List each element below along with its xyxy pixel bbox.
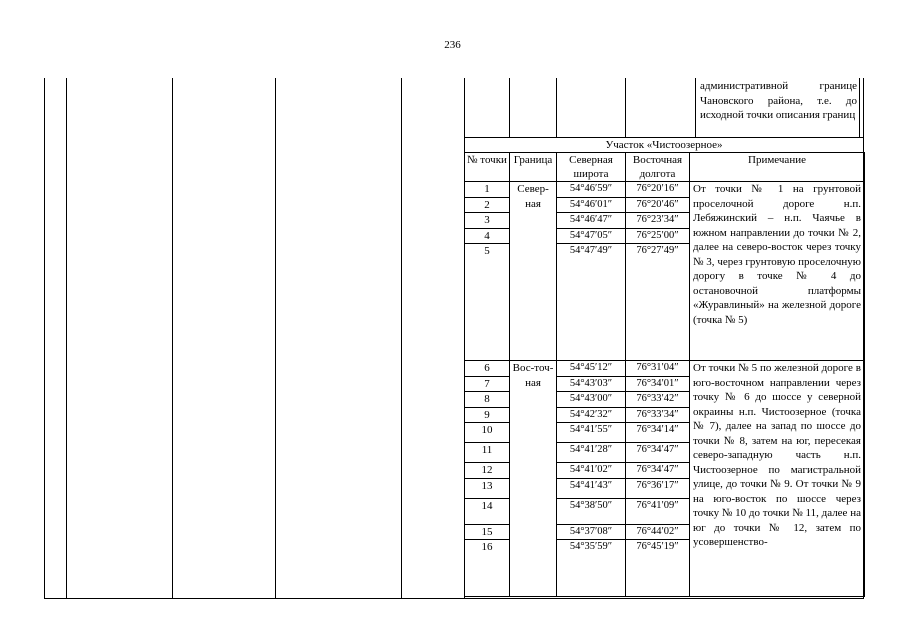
longitude: 76°20′16″ [626,182,690,198]
note-cell: От точки № 1 на грунтовой проселочной дороге н.п. Лебяжинский – н.п. Чаячье в южном направлении до точки № 2, далее на северо-восток через точку № 3, через грунтовую проселочную дорогу в точке № 4 до остановочной платформы «Журавлиный» на железной дороге (точка № 5) [690,182,865,361]
point-number: 11 [465,443,510,463]
point-number: 15 [465,524,510,540]
latitude: 54°46′59″ [557,182,626,198]
point-number: 2 [465,197,510,213]
table-header-row [465,153,865,182]
boundary-points-table [464,152,865,597]
longitude: 76°33′42″ [626,392,690,408]
latitude: 54°41′28″ [557,443,626,463]
longitude: 76°44′02″ [626,524,690,540]
longitude: 76°34′14″ [626,423,690,443]
table-row [465,182,865,198]
latitude: 54°45′12″ [557,361,626,377]
header-note: Примечание [690,153,865,182]
page-number: 236 [444,39,461,51]
table-row [465,361,865,377]
latitude: 54°47′49″ [557,244,626,361]
latitude: 54°43′00″ [557,392,626,408]
column-divider [44,78,45,599]
latitude: 54°38′50″ [557,498,626,524]
column-divider [275,78,276,599]
point-number: 6 [465,361,510,377]
longitude: 76°23′34″ [626,213,690,229]
latitude: 54°42′32″ [557,407,626,423]
point-number: 10 [465,423,510,443]
column-divider [172,78,173,599]
longitude: 76°41′09″ [626,498,690,524]
table-bottom-border [44,598,864,599]
column-divider [509,78,510,137]
point-number: 3 [465,213,510,229]
column-divider [695,78,696,137]
point-number: 12 [465,463,510,479]
latitude: 54°41′55″ [557,423,626,443]
continuation-note: административной границе Чановского района, т.е. до исходной точки описания границ [700,80,857,121]
header-latitude: Северная широта [557,153,626,182]
longitude: 76°34′47″ [626,463,690,479]
header-longitude: Восточная долгота [626,153,690,182]
latitude: 54°35′59″ [557,540,626,597]
longitude: 76°33′34″ [626,407,690,423]
header-point: № точки [465,153,510,182]
longitude: 76°34′01″ [626,376,690,392]
longitude: 76°36′17″ [626,478,690,498]
border-name: Вос-точ-ная [510,361,557,597]
longitude: 76°27′49″ [626,244,690,361]
header-border: Граница [510,153,557,182]
column-divider [401,78,402,599]
point-number: 14 [465,498,510,524]
longitude: 76°34′47″ [626,443,690,463]
latitude: 54°41′43″ [557,478,626,498]
point-number: 13 [465,478,510,498]
border-name: Север-ная [510,182,557,361]
latitude: 54°46′01″ [557,197,626,213]
column-divider [625,78,626,137]
latitude: 54°47′05″ [557,228,626,244]
latitude: 54°46′47″ [557,213,626,229]
longitude: 76°31′04″ [626,361,690,377]
point-number: 4 [465,228,510,244]
latitude: 54°43′03″ [557,376,626,392]
latitude: 54°37′08″ [557,524,626,540]
point-number: 1 [465,182,510,198]
point-number: 8 [465,392,510,408]
point-number: 9 [465,407,510,423]
point-number: 16 [465,540,510,597]
column-divider [556,78,557,137]
section-title: Участок «Чистоозерное» [605,139,723,151]
column-divider [859,78,860,137]
longitude: 76°45′19″ [626,540,690,597]
point-number: 5 [465,244,510,361]
latitude: 54°41′02″ [557,463,626,479]
point-number: 7 [465,376,510,392]
longitude: 76°25′00″ [626,228,690,244]
column-divider [66,78,67,599]
longitude: 76°20′46″ [626,197,690,213]
note-cell: От точки № 5 по железной дороге в юго-восточном направлении через точку № 6 до шоссе у северной окраины н.п. Чистоозерное (точка № 7), далее на запад по шоссе до точки № 8, затем на юг, пересекая северо-западную часть н.п. Чистоозерное по магистральной улице, до точки № 9. От точки № 9 на юго-восток по шоссе через точку № 10 до точки № 11, далее на юг до точки № 12, затем по усовершенство- [690,361,865,597]
